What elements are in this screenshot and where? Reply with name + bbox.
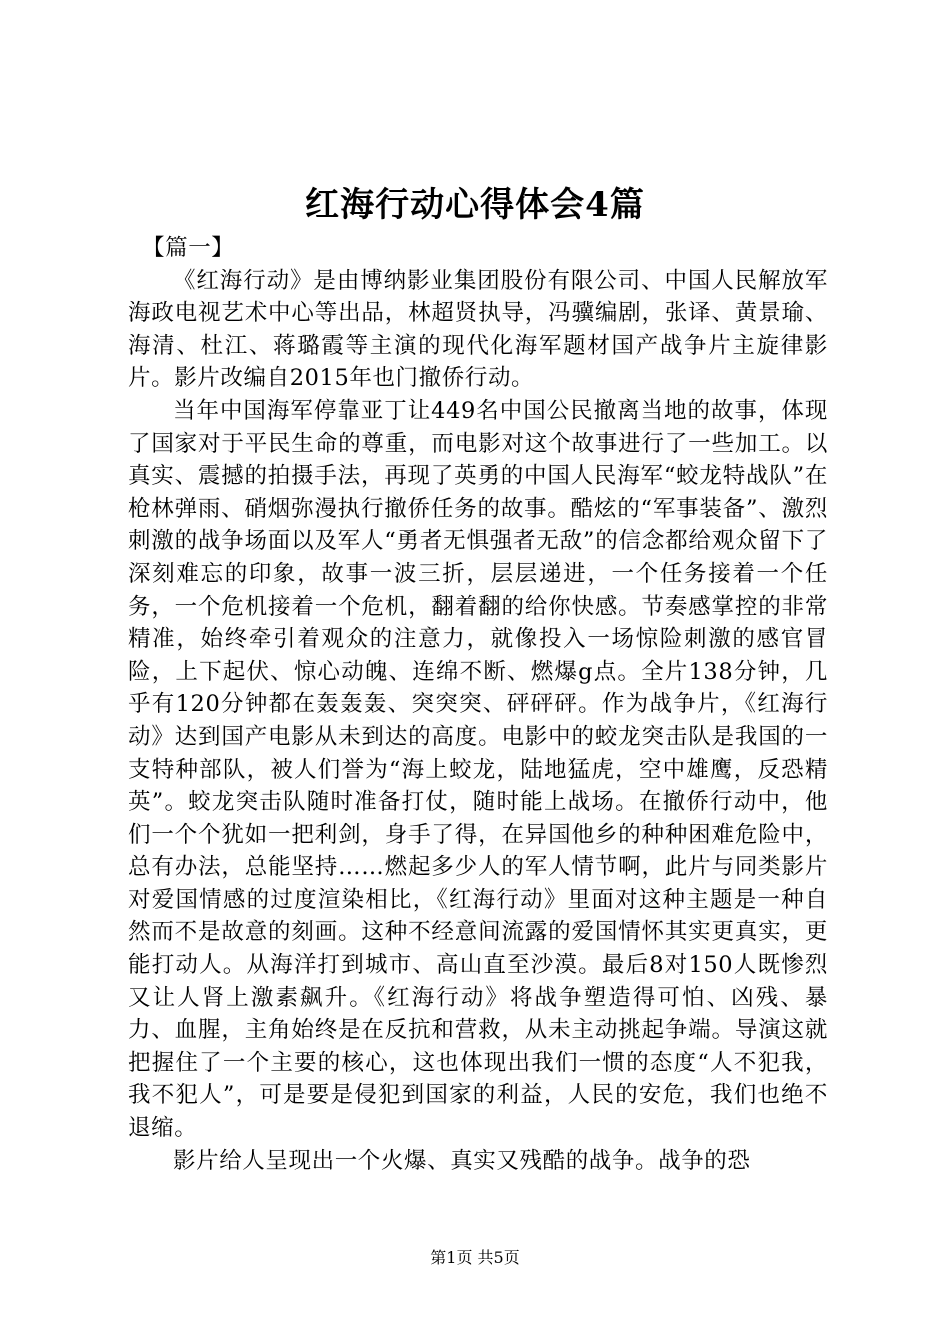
document-title: 红海行动心得体会4篇 [305, 185, 645, 225]
section-label: 【篇一】 [142, 235, 235, 261]
paragraph-3: 影片给人呈现出一个火爆、真实又残酷的战争。战争的恐 [173, 1147, 751, 1174]
paragraph-2: 当年中国海军停靠亚丁让449名中国公民撤离当地的故事，体现了国家对于平民生命的尊重，而电影对这个故事进行了一些加工。以真实、震撼的拍摄手法，再现了英勇的中国人民海军“蛟龙特战队”在枪林弹雨、硝烟弥漫执行撤侨任务的故事。酷炫的“军事装备”、激烈刺激的战争场面以及军人“勇者无惧强者无敌”的信念都给观众留下了深刻难忘的印象，故事一波三折，层层递进，一个任务接着一个任务，一个危机接着一个危机，翻着翻的给你快感。节奏感掌控的非常精准，始终牵引着观众的注意力，就像投入一场惊险刺激的感官冒险，上下起伏、惊心动魄、连绵不断、燃爆g点。全片138分钟，几乎有120分钟都在轰轰轰、突突突、砰砰砰。作为战争片，《红海行动》达到国产电影从未到达的高度。电影中的蛟龙突击队是我国的一支特种部队，被人们誉为“海上蛟龙，陆地猛虎，空中雄鹰，反恐精英”。蛟龙突击队随时准备打仗，随时能上战场。在撤侨行动中，他们一个个犹如一把利剑，身手了得，在异国他乡的种种困难危险中，总有办法，总能坚持……燃起多少人的军人情节啊，此片与同类影片对爱国情感的过度渲染相比，《红海行动》里面对这种主题是一种自然而不是故意的刻画。这种不经意间流露的爱国情怀其实更真实，更能打动人。从海洋打到城市、高山直至沙漠。最后8对150人既惨烈又让人肾上激素飙升。《红海行动》将战争塑造得可怕、凶残、暴力、血腥，主角始终是在反抗和营救，从未主动挑起争端。导演这就把握住了一个主要的核心，这也体现出我们一惯的态度“人不犯我，我不犯人”，可是要是侵犯到国家的利益，人民的安危，我们也绝不退缩。 [128, 397, 828, 1142]
document-body [128, 232, 828, 1177]
paragraph-1: 《红海行动》是由博纳影业集团股份有限公司、中国人民解放军海政电视艺术中心等出品，林超贤执导，冯骥编剧，张译、黄景瑜、海清、杜江、蒋璐霞等主演的现代化海军题材国产战争片主旋律影片。影片改编自2015年也门撤侨行动。 [128, 267, 828, 392]
page-footer: 第1页 共5页 [430, 1248, 520, 1267]
